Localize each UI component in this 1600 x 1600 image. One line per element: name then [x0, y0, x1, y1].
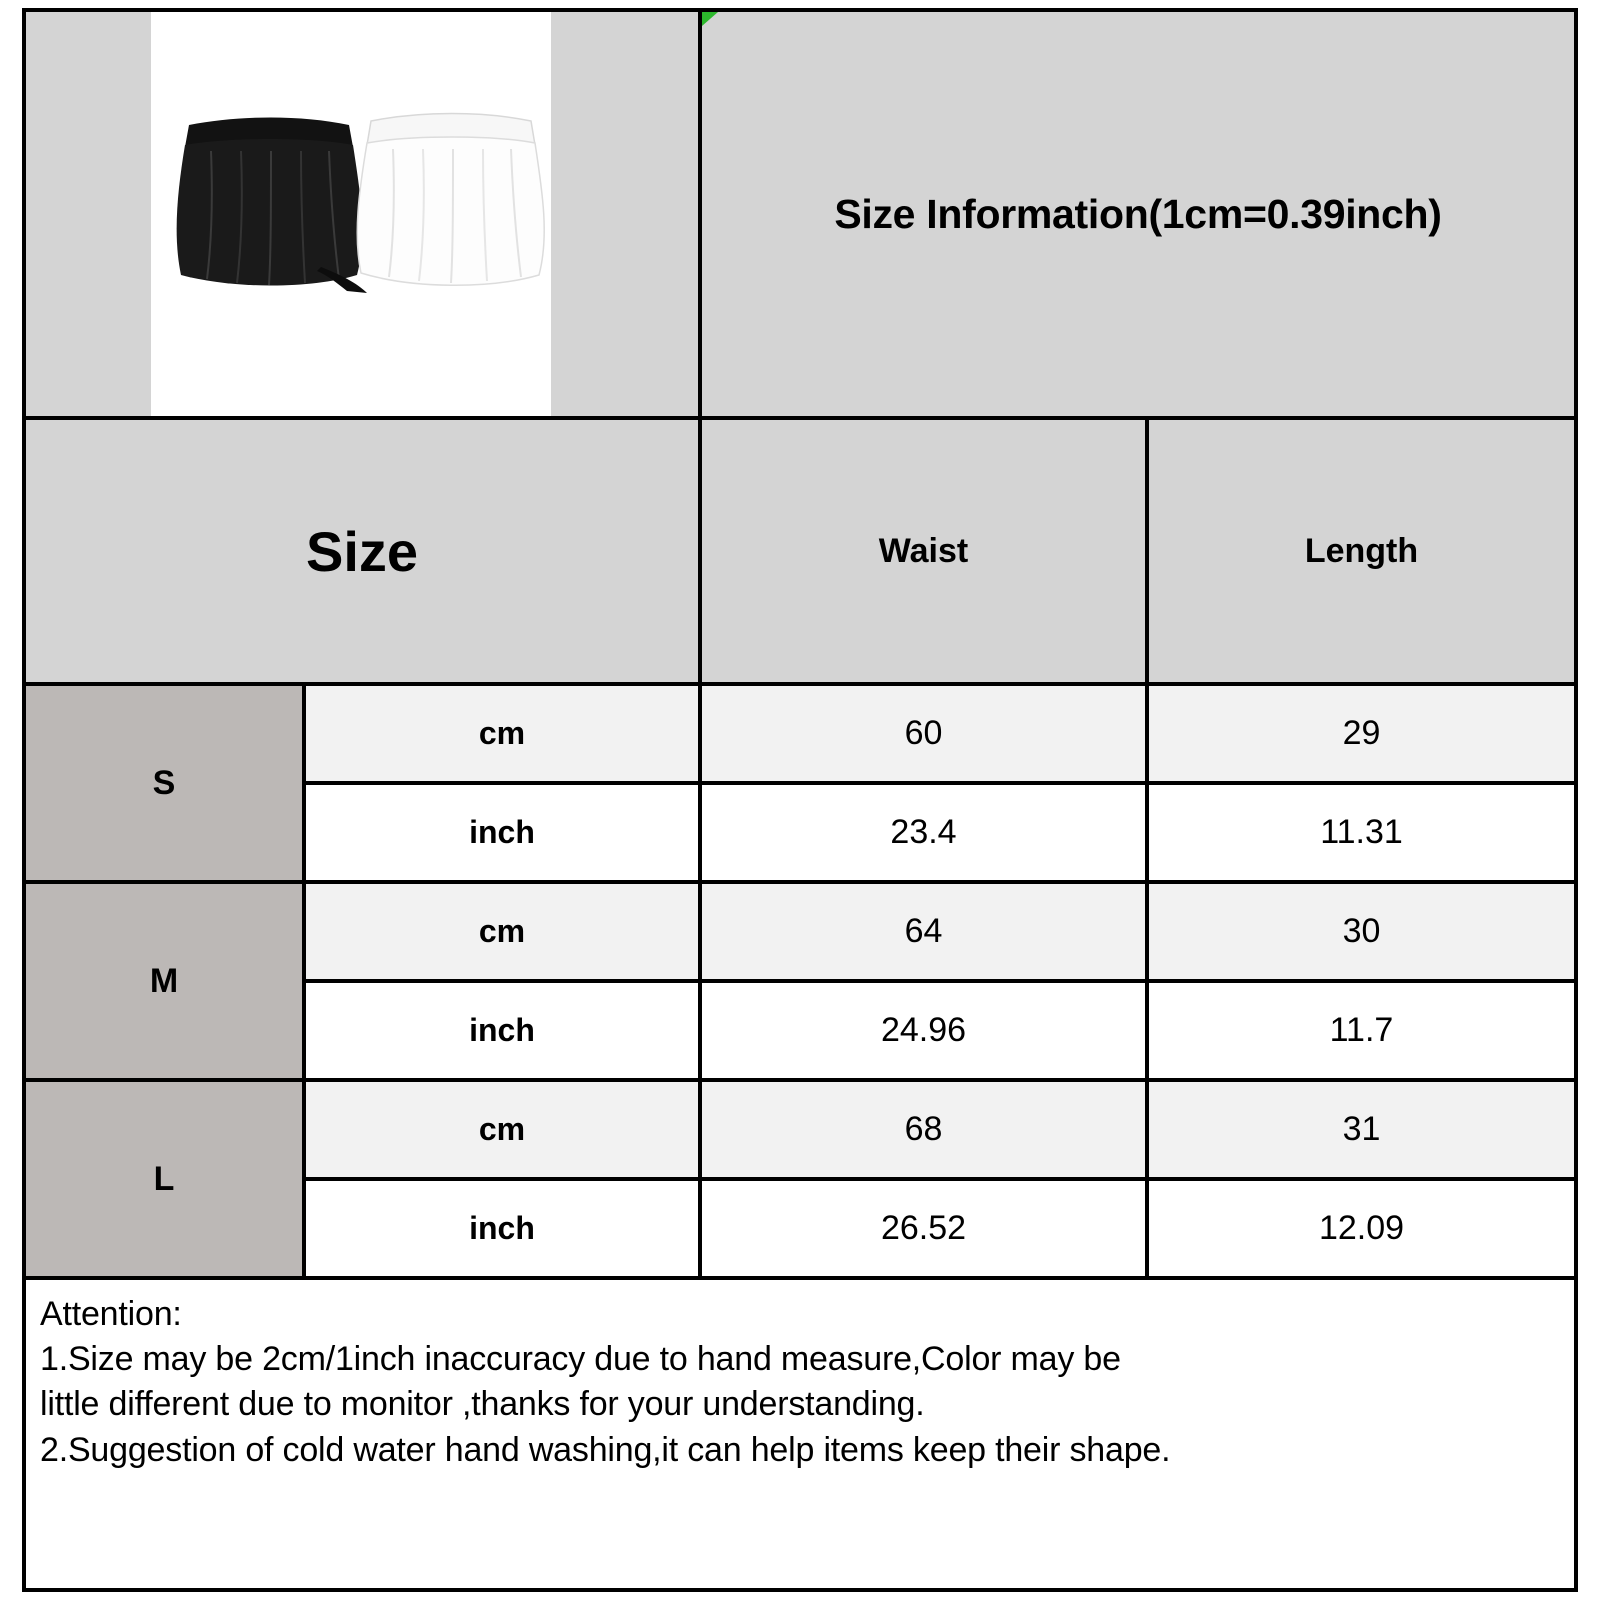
- value-length-inch: 12.09: [1318, 1209, 1405, 1247]
- column-header-row: [26, 420, 1574, 686]
- table-row: [26, 884, 1574, 1082]
- size-label-s: S: [26, 686, 306, 880]
- unit-cell-cm: cm: [306, 884, 702, 979]
- page-title: Size Information(1cm=0.39inch): [834, 190, 1442, 237]
- table-row: [26, 1082, 1574, 1280]
- value-length-cm: 29: [1342, 714, 1381, 752]
- unit-cell-cm: cm: [306, 1082, 702, 1177]
- value-length-cm: 31: [1342, 1110, 1381, 1148]
- value-waist-cm: 68: [702, 1082, 1149, 1177]
- unit-cell-cm: cm: [306, 686, 702, 781]
- table-row: [26, 686, 1574, 884]
- value-length-cm: 30: [1342, 912, 1381, 950]
- attention-line-2: little different due to monitor ,thanks for your understanding.: [40, 1385, 925, 1424]
- unit-cell-inch: inch: [306, 1181, 702, 1276]
- attention-heading: Attention:: [40, 1295, 182, 1333]
- header-row: [26, 12, 1574, 420]
- value-waist-cm: 60: [702, 686, 1149, 781]
- size-chart-sheet: [22, 8, 1578, 1592]
- value-length-inch: 11.31: [1320, 813, 1403, 851]
- column-header-waist: Waist: [702, 420, 1149, 682]
- green-corner-marker-icon: [702, 12, 718, 26]
- value-waist-inch: 24.96: [702, 983, 1149, 1078]
- unit-cell-inch: inch: [306, 785, 702, 880]
- size-label-l: L: [26, 1082, 306, 1276]
- title-cell: [702, 12, 1574, 416]
- attention-block: [26, 1280, 1574, 1473]
- value-waist-cm: 64: [702, 884, 1149, 979]
- column-header-length: Length: [1304, 531, 1419, 570]
- product-skirts-illustration: [171, 107, 551, 297]
- value-waist-inch: 26.52: [702, 1181, 1149, 1276]
- value-length-inch: 11.7: [1329, 1011, 1394, 1049]
- column-header-size: Size: [26, 420, 702, 682]
- product-image-cell: [26, 12, 702, 416]
- attention-line-3: 2.Suggestion of cold water hand washing,it can help items keep their shape.: [40, 1430, 1171, 1469]
- value-waist-inch: 23.4: [702, 785, 1149, 880]
- size-label-m: M: [26, 884, 306, 1078]
- unit-cell-inch: inch: [306, 983, 702, 1078]
- attention-line-1: 1.Size may be 2cm/1inch inaccuracy due to hand measure,Color may be: [40, 1340, 1121, 1379]
